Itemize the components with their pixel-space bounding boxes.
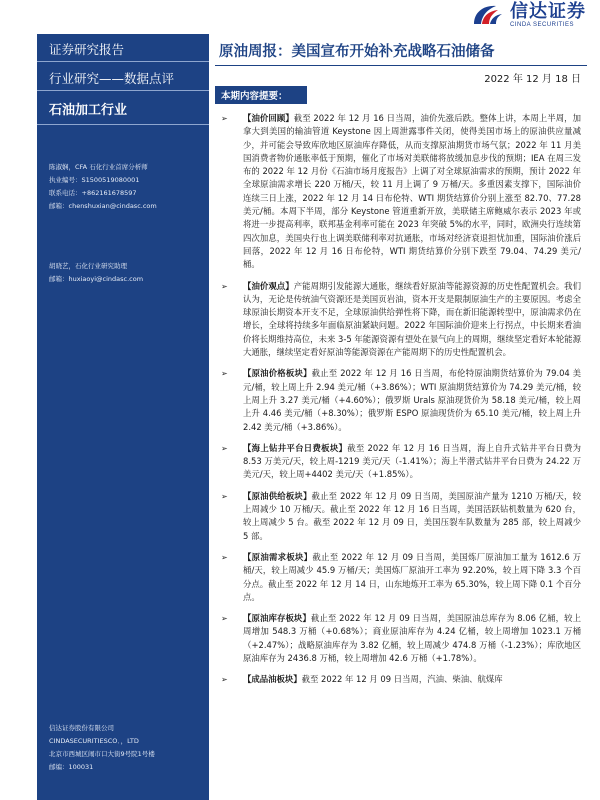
cinda-logo-icon — [470, 2, 506, 28]
company-postcode: 邮编：100031 — [49, 763, 94, 771]
main-content — [215, 34, 587, 687]
summary-item-heading: 【油价回顾】 — [243, 113, 294, 123]
logo-chinese-name: 信达证券 — [510, 0, 586, 22]
analyst-assistant — [49, 260, 143, 286]
arrow-bullet-icon: ➢ — [221, 491, 228, 501]
summary-item — [215, 612, 587, 665]
company-name-en: CINDASECURITIESCO．，LTD — [49, 737, 139, 745]
company-logo — [470, 0, 586, 30]
logo-english-name: CINDA SECURITIES — [510, 21, 575, 28]
page-title: 原油周报：美国宣布开始补充战略石油储备 — [215, 34, 587, 66]
summary-item-text: 截至 2022 年 12 月 09 日当周，汽油、柴油、航煤库 — [301, 674, 503, 685]
company-info — [49, 722, 155, 774]
analyst-name: 陈淑娴，CFA 石化行业首席分析师 — [49, 163, 148, 171]
summary-item-heading: 【原油需求板块】 — [243, 551, 313, 562]
summary-item — [215, 367, 587, 433]
summary-item-heading: 【原油库存板块】 — [243, 613, 311, 624]
assistant-email[interactable]: 邮箱：huxiaoyi@cindasc.com — [49, 275, 144, 283]
report-date: 2022 年 12 月 18 日 — [484, 74, 581, 85]
summary-item-text: 产能周期引发能源大通胀，继续看好原油等能源资源的历史性配置机会。我们认为，无论是传统油气资源还是美国页岩油，资本开支是限制原油生产的主要原因。考虑全球原油长期资本开支不足，全球原油供给弹性将下降，而在新旧能源转型中，原油需求仍在增长，全球将持续多年面临原油紧缺问题。2022 年国际油价迎来上行拐点，中长期来看油价将长期维持高位，未来 3-5 年能源资源有望处在景气向上的周期，继续坚定看好本轮能源大通胀，继续坚定看好原油等能源资源在产能周期下的历史性配置机会。 — [243, 280, 582, 358]
summary-item-heading: 【原油供给板块】 — [243, 490, 312, 501]
arrow-bullet-icon: ➢ — [221, 614, 228, 624]
summary-item-text: 截止至 2022 年 12 月 16 日当周，布伦特原油期货结算价为 79.04 美元/桶，较上周上升 2.94 美元/桶（+3.86%）；WTI 原油期货结算价为 74.29 美元/桶，较上周上升 3.27 美元/桶（+4.60%）；俄罗斯 Urals 原油现货价为 58.18 美元/桶，较上周上升 4.46 美元/桶（+8.30%）；俄罗斯 ESPO 原油现货价为 65.10 美元/桶，较上周上升 2.42 美元/桶（+3.86%）。 — [243, 368, 581, 432]
summary-item-text: 截至 2022 年 12 月 16 日当周，海上自升式钻井平台日费为 8.53 万美元/天，较上周-1219 美元/天（-1.41%）；海上半潜式钻井平台日费为 24.22 万美元/天，较上周+4402 美元/天（+1.85%）。 — [243, 442, 581, 480]
report-subtype: 行业研究——数据点评 — [37, 62, 209, 91]
sidebar — [37, 34, 209, 800]
arrow-bullet-icon: ➢ — [221, 281, 228, 291]
summary-item — [215, 490, 587, 543]
arrow-bullet-icon: ➢ — [221, 675, 228, 685]
analyst-primary — [49, 161, 157, 213]
summary-item-text: 截止至 2022 年 12 月 09 日当周，美国炼厂原油加工量为 1612.6 万桶/天，较上周减少 45.9 万桶/天；美国炼厂原油开工率为 92.20%，较上周下降 3.3 个百分点。截止至 2022 年 12 月 14 日，山东地炼开工率为 65.30%，较上周下降 0.1 个百分点。 — [243, 551, 582, 602]
summary-list — [215, 112, 587, 687]
summary-item — [215, 673, 587, 686]
arrow-bullet-icon: ➢ — [221, 443, 228, 453]
company-name-cn: 信达证券股份有限公司 — [49, 724, 114, 732]
section-label: 本期内容提要： — [215, 86, 307, 104]
industry-name: 石油加工行业 — [37, 91, 209, 125]
analyst-email[interactable]: 邮箱：chenshuxian@cindasc.com — [49, 202, 157, 210]
analyst-phone: 联系电话：+86216167859​7 — [49, 189, 137, 197]
summary-item-heading: 【油价观点】 — [243, 280, 294, 291]
summary-item-text: 截至 2022 年 12 月 16 日当周，油价先涨后跌。整体上讲，本周上半周，加拿大到美国的输油管道 Keystone 因上周泄露事件关闭，使得美国市场上的原油供应量减少，并可能会导致库欣地区原油库存降低，从而支撑原油期货市场气氛；2022 年 11 月美国消费者物价通胀率低于预期，催化了市场对美联储将放缓加息步伐的预期；IEA 在周三发布的 2022 年 12 月份《石油市场月度报告》上调了对全球原油需求的预期，预计 2022 年全球原油需求增长 220 万桶/天，较 11 月上调了 9 万桶/天。多重因素支撑下，国际油价连续三日上涨，2022 年 12 月 14 日布伦特、WTI 期货结算价分别上涨至 82.70、77.28 美元/桶。本周下半周，部分 Keystone 管道重新开放，美联储主席鲍威尔表示 2023 年或将进一步提高利率，联邦基金利率可能在 2023 年突破 5%的水平，同时，欧洲央行连续第四次加息，美国央行也上调美联储利率对抗通胀，市场对经济衰退担忧加重，国际油价涨后回落，2022 年 12 月 16 日布伦特，WTI 期货结算价分别下跌至 79.04、74.29 美元/桶。 — [243, 113, 581, 270]
summary-item-heading: 【海上钻井平台日费板块】 — [243, 442, 348, 453]
summary-item-text: 截止至 2022 年 12 月 09 日当周，美国原油总库存为 8.06 亿桶，较上周增加 548.3 万桶（+0.68%）；商业原油库存为 4.24 亿桶，较上周增加 1023.1 万桶（+2.47%）；战略原油库存为 3.82 亿桶，较上周减少 474.8 万桶（-1.23%）；库欣地区原油库存为 2436.8 万桶，较上周增加 42.6 万桶（+1.78%）。 — [243, 613, 581, 663]
summary-item — [215, 280, 587, 360]
report-type: 证券研究报告 — [37, 34, 209, 62]
summary-item-heading: 【成品油板块】 — [243, 674, 302, 685]
arrow-bullet-icon: ➢ — [221, 552, 228, 562]
assistant-name: 胡晓艺，石化行业研究助理 — [49, 262, 127, 270]
company-address: 北京市西城区闹市口大街9号院1号楼 — [49, 750, 155, 758]
top-header — [0, 0, 600, 34]
arrow-bullet-icon: ➢ — [221, 369, 228, 379]
summary-item — [215, 442, 587, 482]
summary-item — [215, 551, 587, 604]
summary-item-heading: 【原油价格板块】 — [243, 368, 312, 379]
summary-item — [215, 112, 587, 272]
summary-item-text: 截止至 2022 年 12 月 09 日当周，美国原油产量为 1210 万桶/天，较上周减少 10 万桶/天。截止至 2022 年 12 月 16 日当周，美国活跃钻机数量为 620 台，较上周减少 5 台。截至 2022 年 12 月 09 日，美国压裂车队数量为 285 部，较上周减少 5 部。 — [243, 490, 582, 541]
analyst-license: 执业编号：S1500519080001 — [49, 176, 140, 184]
arrow-bullet-icon: ➢ — [221, 114, 228, 123]
